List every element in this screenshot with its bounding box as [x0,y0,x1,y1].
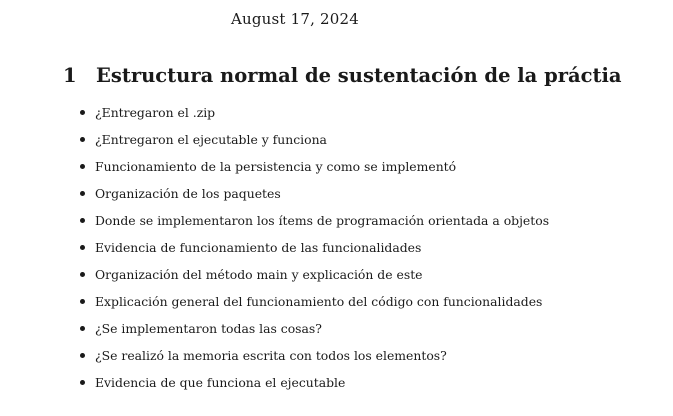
list-item [80,315,549,342]
bullet-icon [80,299,85,304]
bullet-icon [80,191,85,196]
bullet-icon [80,353,85,358]
list-item [80,234,549,261]
bullet-icon [80,137,85,142]
bullet-icon [80,245,85,250]
list-item-text: ¿Entregaron el ejecutable y funciona [95,132,327,147]
list-item-text: ¿Se realizó la memoria escrita con todos los elementos? [95,348,447,363]
list-item-text: Organización de los paquetes [95,186,281,201]
list-item-text: Evidencia de que funciona el ejecutable [95,375,346,390]
list-item-text: Evidencia de funcionamiento de las funcionalidades [95,240,422,255]
list-item [80,261,549,288]
list-item-text: ¿Entregaron el .zip [95,105,216,120]
bullet-icon [80,110,85,115]
list-item [80,180,549,207]
section-heading [63,64,622,87]
list-item-text: Explicación general del funcionamiento del código con funcionalidades [95,294,543,309]
list-item [80,207,549,234]
list-item-text: Funcionamiento de la persistencia y como se implementó [95,159,457,174]
list-item [80,369,549,396]
bullet-icon [80,380,85,385]
section-number: 1 [63,64,77,87]
checklist [80,99,549,396]
section-title: Estructura normal de sustentación de la práctia [96,64,622,87]
list-item-text: ¿Se implementaron todas las cosas? [95,321,322,336]
bullet-icon [80,164,85,169]
list-item [80,153,549,180]
list-item-text: Organización del método main y explicación de este [95,267,423,282]
list-item [80,288,549,315]
bullet-icon [80,272,85,277]
list-item [80,99,549,126]
list-item [80,342,549,369]
list-item [80,126,549,153]
list-item-text: Donde se implementaron los ítems de programación orientada a objetos [95,213,550,228]
document-date: August 17, 2024 [230,10,360,28]
bullet-icon [80,326,85,331]
bullet-icon [80,218,85,223]
